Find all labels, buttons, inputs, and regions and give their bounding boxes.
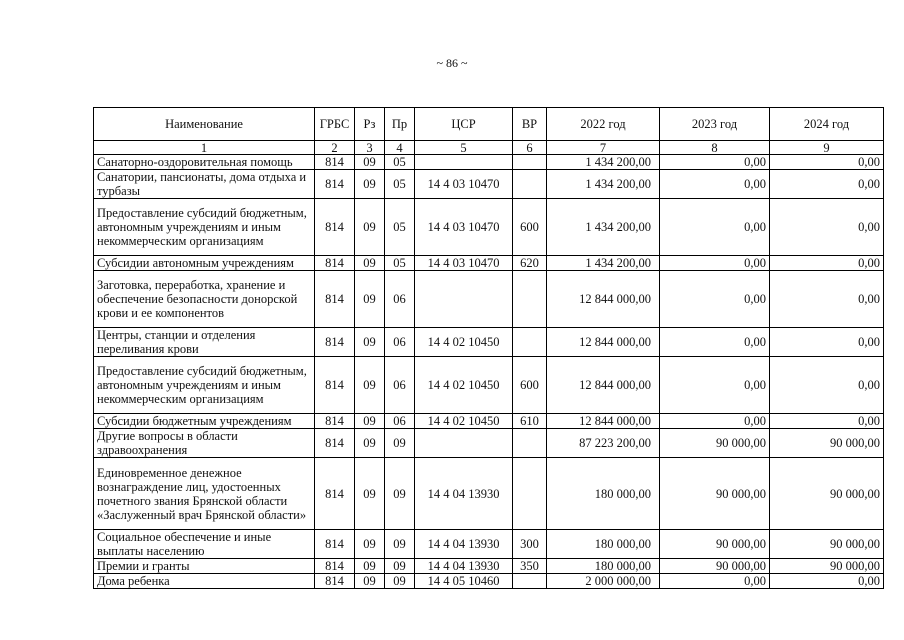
row-name: Субсидии автономным учреждениям — [94, 256, 315, 271]
column-number: 2 — [315, 141, 355, 155]
row-2024: 0,00 — [770, 170, 884, 199]
row-name: Социальное обеспечение и иные выплаты населению — [94, 530, 315, 559]
row-pr: 06 — [385, 357, 415, 414]
row-rz: 09 — [355, 170, 385, 199]
header-rz: Рз — [355, 108, 385, 141]
row-name: Предоставление субсидий бюджетным, автономным учреждениям и иным некоммерческим организациям — [94, 357, 315, 414]
row-2022: 180 000,00 — [547, 559, 660, 574]
row-csr — [415, 155, 513, 170]
row-grbs: 814 — [315, 559, 355, 574]
row-2023: 90 000,00 — [660, 458, 770, 530]
row-name: Субсидии бюджетным учреждениям — [94, 414, 315, 429]
row-rz: 09 — [355, 530, 385, 559]
row-vr: 620 — [513, 256, 547, 271]
row-2023: 0,00 — [660, 328, 770, 357]
column-number: 5 — [415, 141, 513, 155]
row-csr — [415, 271, 513, 328]
row-rz: 09 — [355, 574, 385, 589]
table-row — [94, 429, 884, 458]
row-grbs: 814 — [315, 199, 355, 256]
table-row — [94, 170, 884, 199]
row-vr — [513, 271, 547, 328]
table-row — [94, 256, 884, 271]
column-number: 3 — [355, 141, 385, 155]
row-grbs: 814 — [315, 256, 355, 271]
table-row — [94, 530, 884, 559]
row-pr: 09 — [385, 574, 415, 589]
column-number: 7 — [547, 141, 660, 155]
row-vr: 300 — [513, 530, 547, 559]
header-vr: ВР — [513, 108, 547, 141]
row-2022: 1 434 200,00 — [547, 170, 660, 199]
column-number: 6 — [513, 141, 547, 155]
row-2023: 0,00 — [660, 256, 770, 271]
row-pr: 09 — [385, 429, 415, 458]
header-2024: 2024 год — [770, 108, 884, 141]
row-pr: 09 — [385, 458, 415, 530]
table-row — [94, 199, 884, 256]
header-csr: ЦСР — [415, 108, 513, 141]
header-2022: 2022 год — [547, 108, 660, 141]
row-vr — [513, 155, 547, 170]
table-row — [94, 559, 884, 574]
row-2022: 1 434 200,00 — [547, 155, 660, 170]
row-2022: 1 434 200,00 — [547, 256, 660, 271]
row-name: Центры, станции и отделения переливания крови — [94, 328, 315, 357]
budget-table — [93, 107, 884, 589]
row-vr: 350 — [513, 559, 547, 574]
row-rz: 09 — [355, 328, 385, 357]
row-pr: 06 — [385, 271, 415, 328]
table-body — [94, 155, 884, 589]
row-csr: 14 4 05 10460 — [415, 574, 513, 589]
row-2023: 0,00 — [660, 574, 770, 589]
row-csr: 14 4 04 13930 — [415, 530, 513, 559]
row-2024: 0,00 — [770, 357, 884, 414]
row-pr: 05 — [385, 256, 415, 271]
row-grbs: 814 — [315, 357, 355, 414]
row-vr — [513, 458, 547, 530]
row-vr — [513, 170, 547, 199]
row-rz: 09 — [355, 271, 385, 328]
row-2024: 0,00 — [770, 155, 884, 170]
row-2024: 0,00 — [770, 414, 884, 429]
row-2024: 0,00 — [770, 328, 884, 357]
table-row — [94, 357, 884, 414]
row-rz: 09 — [355, 414, 385, 429]
header-row — [94, 108, 884, 141]
row-2024: 0,00 — [770, 256, 884, 271]
table-row — [94, 574, 884, 589]
row-name: Единовременное денежное вознаграждение лиц, удостоенных почетного звания Брянской области «Заслуженный врач Брянской области» — [94, 458, 315, 530]
row-vr: 610 — [513, 414, 547, 429]
page-number: ~ 86 ~ — [436, 56, 468, 70]
row-name: Санатории, пансионаты, дома отдыха и турбазы — [94, 170, 315, 199]
row-vr — [513, 429, 547, 458]
row-2024: 90 000,00 — [770, 530, 884, 559]
row-csr: 14 4 02 10450 — [415, 328, 513, 357]
row-rz: 09 — [355, 458, 385, 530]
row-grbs: 814 — [315, 414, 355, 429]
row-csr: 14 4 03 10470 — [415, 170, 513, 199]
row-name: Премии и гранты — [94, 559, 315, 574]
row-2023: 90 000,00 — [660, 530, 770, 559]
row-2024: 90 000,00 — [770, 458, 884, 530]
table-row — [94, 458, 884, 530]
row-name: Другие вопросы в области здравоохранения — [94, 429, 315, 458]
row-pr: 05 — [385, 170, 415, 199]
row-grbs: 814 — [315, 328, 355, 357]
row-csr: 14 4 03 10470 — [415, 256, 513, 271]
row-2023: 0,00 — [660, 155, 770, 170]
header-pr: Пр — [385, 108, 415, 141]
header-grbs: ГРБС — [315, 108, 355, 141]
row-grbs: 814 — [315, 170, 355, 199]
row-pr: 06 — [385, 414, 415, 429]
row-rz: 09 — [355, 429, 385, 458]
row-vr: 600 — [513, 199, 547, 256]
row-pr: 05 — [385, 155, 415, 170]
table-row — [94, 271, 884, 328]
row-grbs: 814 — [315, 458, 355, 530]
row-2023: 0,00 — [660, 414, 770, 429]
row-pr: 09 — [385, 559, 415, 574]
table-row — [94, 328, 884, 357]
header-name: Наименование — [94, 108, 315, 141]
row-csr: 14 4 03 10470 — [415, 199, 513, 256]
row-grbs: 814 — [315, 530, 355, 559]
row-2024: 0,00 — [770, 199, 884, 256]
row-2024: 90 000,00 — [770, 429, 884, 458]
row-rz: 09 — [355, 199, 385, 256]
row-rz: 09 — [355, 256, 385, 271]
table-row — [94, 155, 884, 170]
column-number-row — [94, 141, 884, 155]
row-2023: 90 000,00 — [660, 559, 770, 574]
row-2022: 180 000,00 — [547, 530, 660, 559]
row-csr — [415, 429, 513, 458]
row-name: Дома ребенка — [94, 574, 315, 589]
row-2024: 90 000,00 — [770, 559, 884, 574]
row-csr: 14 4 04 13930 — [415, 458, 513, 530]
row-pr: 09 — [385, 530, 415, 559]
row-2023: 90 000,00 — [660, 429, 770, 458]
row-grbs: 814 — [315, 574, 355, 589]
column-number: 8 — [660, 141, 770, 155]
row-2024: 0,00 — [770, 271, 884, 328]
row-2022: 12 844 000,00 — [547, 414, 660, 429]
row-pr: 05 — [385, 199, 415, 256]
row-rz: 09 — [355, 357, 385, 414]
row-grbs: 814 — [315, 155, 355, 170]
row-pr: 06 — [385, 328, 415, 357]
row-2023: 0,00 — [660, 170, 770, 199]
row-grbs: 814 — [315, 271, 355, 328]
row-name: Предоставление субсидий бюджетным, автономным учреждениям и иным некоммерческим организациям — [94, 199, 315, 256]
row-2022: 12 844 000,00 — [547, 271, 660, 328]
row-name: Заготовка, переработка, хранение и обеспечение безопасности донорской крови и ее компонентов — [94, 271, 315, 328]
row-vr — [513, 328, 547, 357]
row-rz: 09 — [355, 559, 385, 574]
row-2023: 0,00 — [660, 357, 770, 414]
row-vr: 600 — [513, 357, 547, 414]
row-2022: 2 000 000,00 — [547, 574, 660, 589]
row-grbs: 814 — [315, 429, 355, 458]
header-2023: 2023 год — [660, 108, 770, 141]
row-rz: 09 — [355, 155, 385, 170]
row-2022: 180 000,00 — [547, 458, 660, 530]
column-number: 1 — [94, 141, 315, 155]
row-2023: 0,00 — [660, 271, 770, 328]
row-2023: 0,00 — [660, 199, 770, 256]
row-2022: 12 844 000,00 — [547, 357, 660, 414]
row-vr — [513, 574, 547, 589]
row-name: Санаторно-оздоровительная помощь — [94, 155, 315, 170]
row-2022: 87 223 200,00 — [547, 429, 660, 458]
row-2024: 0,00 — [770, 574, 884, 589]
row-csr: 14 4 02 10450 — [415, 414, 513, 429]
table-row — [94, 414, 884, 429]
row-2022: 1 434 200,00 — [547, 199, 660, 256]
column-number: 9 — [770, 141, 884, 155]
row-csr: 14 4 04 13930 — [415, 559, 513, 574]
column-number: 4 — [385, 141, 415, 155]
row-csr: 14 4 02 10450 — [415, 357, 513, 414]
row-2022: 12 844 000,00 — [547, 328, 660, 357]
